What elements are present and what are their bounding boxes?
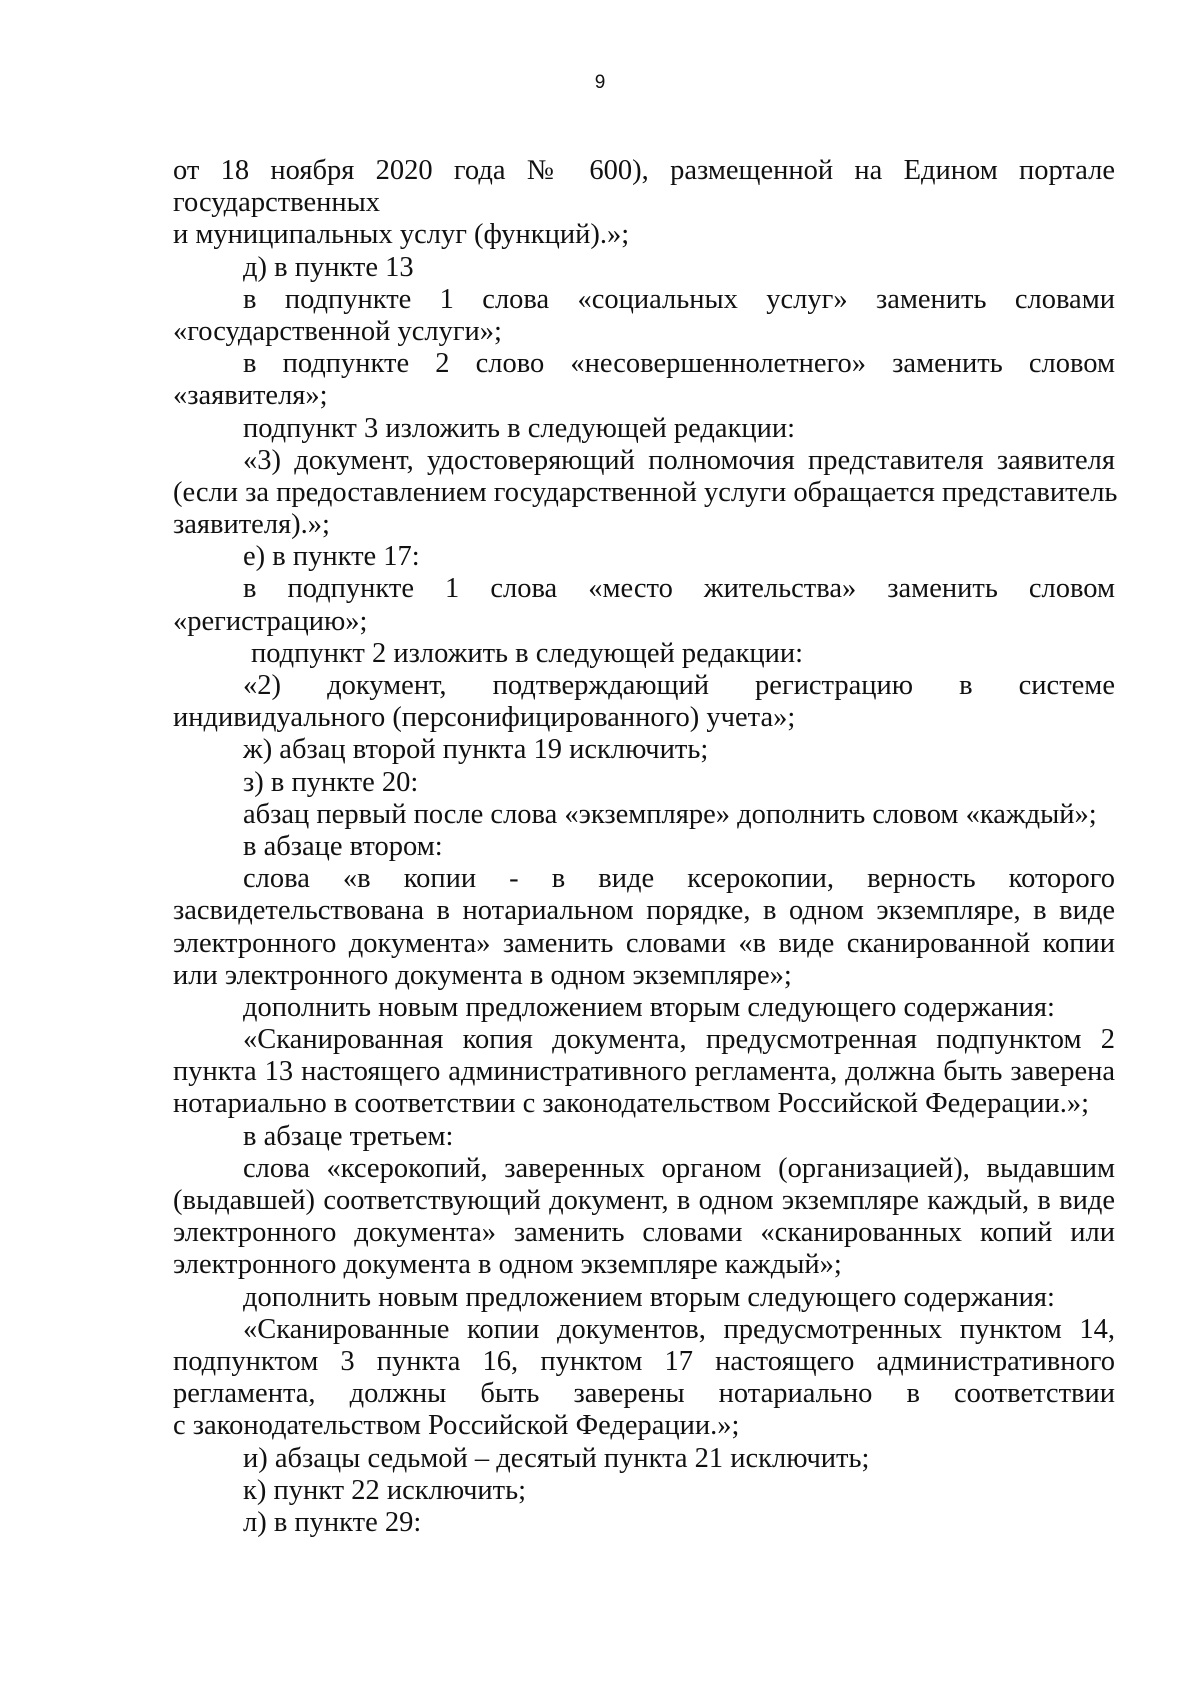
text-line: слова «в копии - в виде ксерокопии, верность которого [243,863,1115,895]
text-line: в подпункте 2 слово «несовершеннолетнего» заменить словом [243,348,1115,380]
text-line: подпункт 3 изложить в следующей редакции: [243,412,796,444]
text-line: (выдавшей) соответствующий документ, в одном экземпляре каждый, в виде [173,1185,1115,1216]
text-line: электронного документа» заменить словами «в виде сканированной копии [173,927,1115,959]
text-line: в подпункте 1 слова «социальных услуг» заменить словами [243,283,1115,315]
text-line: д) в пункте 13 [243,251,414,283]
text-line: подпунктом 3 пункта 16, пунктом 17 настоящего административного [173,1345,1115,1377]
text-line: к) пункт 22 исключить; [243,1474,527,1506]
text-line: от 18 ноября 2020 года № 600), размещенной на Едином портале [173,155,1115,186]
document-body [173,155,1118,1539]
text-line: и муниципальных услуг (функций).»; [173,219,630,251]
text-line: «Сканированная копия документа, предусмотренная подпунктом 2 [243,1024,1115,1056]
text-line: заявителя).»; [173,509,330,541]
text-line: подпункт 2 изложить в следующей редакции: [251,637,804,669]
text-line: в абзаце третьем: [243,1120,454,1152]
text-line: абзац первый после слова «экземпляре» дополнить словом «каждый»; [243,798,1097,830]
text-line: электронного документа в одном экземпляре каждый»; [173,1249,842,1281]
text-line: индивидуального (персонифицированного) учета»; [173,702,796,734]
text-line: нотариально в соответствии с законодательством Российской Федерации.»; [173,1088,1090,1120]
text-line: электронного документа» заменить словами «сканированных копий или [173,1217,1115,1249]
text-line: и) абзацы седьмой – десятый пункта 21 исключить; [243,1442,870,1474]
text-line: «2) документ, подтверждающий регистрацию в системе [243,670,1115,701]
text-line: регламента, должны быть заверены нотариально в соответствии [173,1378,1115,1410]
text-line: или электронного документа в одном экземпляре»; [173,959,792,991]
text-line: (если за предоставлением государственной услуги обращается представитель [173,476,1118,508]
text-line: з) в пункте 20: [243,766,419,798]
text-line: в абзаце втором: [243,830,443,862]
text-line: «государственной услуги»; [173,315,502,347]
text-line: «регистрацию»; [173,605,368,637]
text-line: «3) документ, удостоверяющий полномочия представителя заявителя [243,444,1115,476]
text-line: государственных [173,187,381,219]
text-line: дополнить новым предложением вторым следующего содержания: [243,991,1055,1023]
page-number: 9 [594,72,606,93]
text-line: е) в пункте 17: [243,541,420,573]
text-line: ж) абзац второй пункта 19 исключить; [243,734,709,766]
text-line: слова «ксерокопий, заверенных органом (организацией), выдавшим [243,1152,1115,1184]
text-line: «заявителя»; [173,380,328,412]
text-line: л) в пункте 29: [243,1506,422,1538]
text-line: засвидетельствована в нотариальном порядке, в одном экземпляре, в виде [173,895,1115,927]
text-line: с законодательством Российской Федерации.»; [173,1410,740,1442]
text-line: в подпункте 1 слова «место жительства» заменить словом [243,573,1115,605]
text-line: «Сканированные копии документов, предусмотренных пунктом 14, [243,1313,1115,1345]
text-line: пункта 13 настоящего административного регламента, должна быть заверена [173,1056,1115,1088]
text-line: дополнить новым предложением вторым следующего содержания: [243,1281,1055,1313]
